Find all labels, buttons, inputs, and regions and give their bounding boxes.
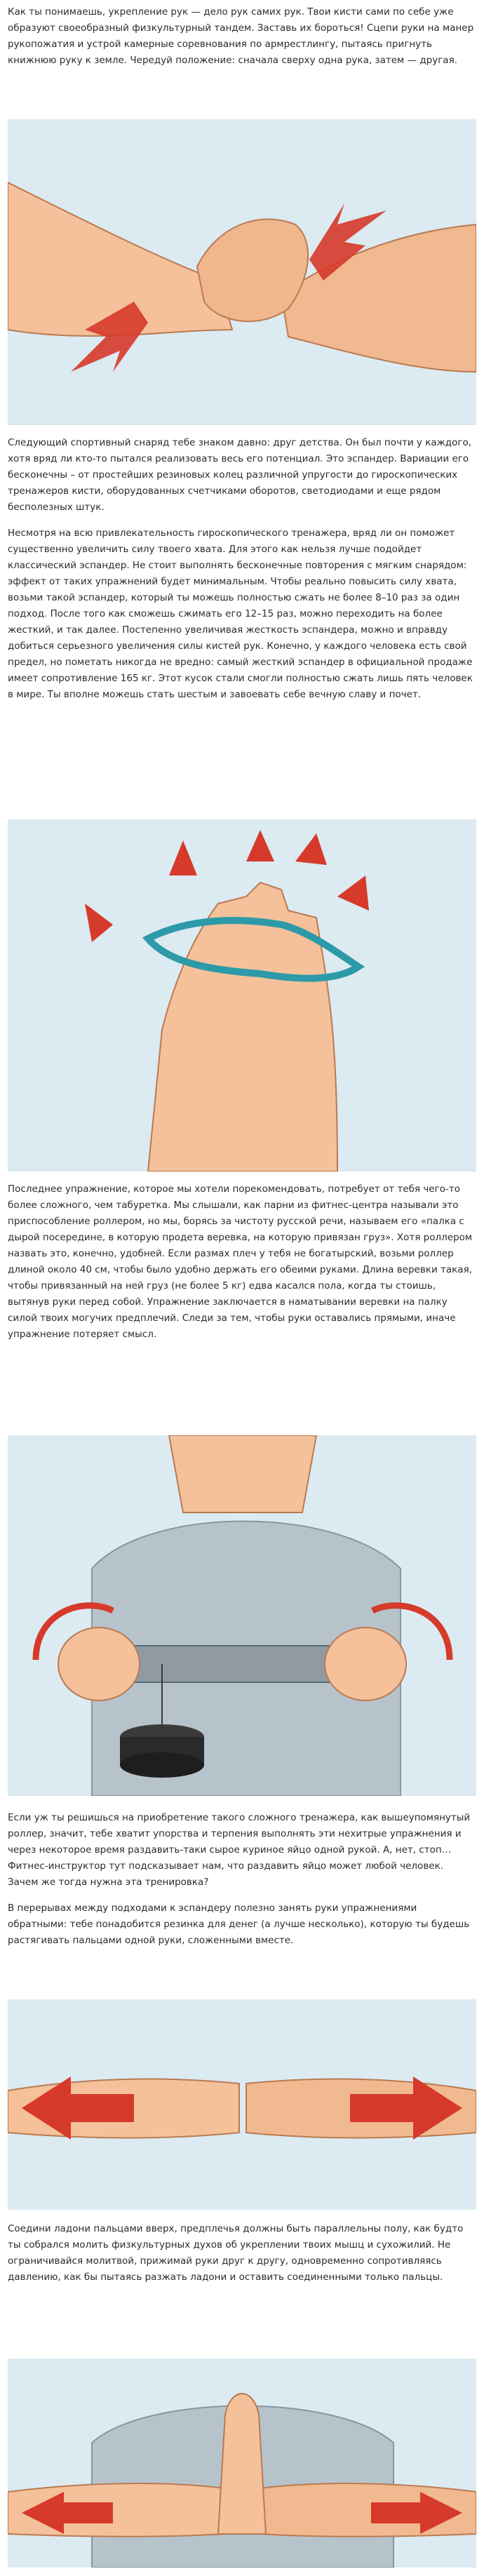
text-block-handshake [8, 4, 476, 79]
illustration-wrist-roller [8, 1435, 476, 1796]
paragraph: Как ты понимаешь, укрепление рук — дело рук самих рук. Твои кисти сами по себе уже образуют своеобразный физкультурный тандем. Заставь их бороться! Сцепи руки на манер рукопожатия и устрой камерные соревнования по армрестлингу, пытаясь пригнуть книжнюю руку к земле. Чередуй положение: сначала сверху одна рука, затем — другая. [8, 6, 474, 66]
palms-together-drawing [8, 2359, 476, 2568]
text-block-expander [8, 435, 476, 713]
arms-outward-drawing [8, 1999, 476, 2210]
text-block-rubber-bands [8, 1810, 476, 1959]
paragraph: Несмотря на всю привлекательность гироскопического тренажера, вряд ли он поможет существенно увеличить силу твоего хвата. Для этого как нельзя лучше подойдет классический эспандер. Не стоит выполнять бесконечные повторения с мягким снарядом: эффект от таких упражнений будет минимальным. Чтобы реально повысить силу хвата, возьми такой эспандер, который ты можешь полностью сжать не более 8–10 раз за один подход. После того как сможешь сжимать его 12–15 раз, можно переходить на более жесткий, и так далее. Постепенно увеличивая жесткость эспандера, можно и вправду добиться серьезного увеличения силы кистей рук. Конечно, у каждого человека есть свой предел, но пометать никогда не вредно: самый жесткий эспандер в официальной продаже имеет сопротивление 165 кг. Этот кусок стали смогли полностью сжать лишь пять человек в мире. Ты вполне можешь стать шестым и завоевать себе вечную славу и почет. [8, 528, 473, 700]
paragraph: В перерывах между подходами к эспандеру полезно занять руки упражнениями обратными: тебе понадобится резинка для денег (а лучше несколько), которую ты будешь растягивать пальцами одной руки, сложенными вместе. [8, 1903, 470, 1946]
illustration-arms-outward [8, 1999, 476, 2210]
text-block-palms [8, 2221, 476, 2295]
paragraph: Следующий спортивный снаряд тебе знаком давно: друг детства. Он был почти у каждого, хотя вряд ли кто-то пытался реализовать весь его потенциал. Это эспандер. Вариации его бесконечны – от простейших резиновых колец различной упругости до гироскопических тренажеров кисти, оборудованных счетчиками оборотов, светодиодами и еще рядом бесполезных штук. [8, 437, 472, 513]
paragraph: Последнее упражнение, которое мы хотели порекомендовать, потребует от тебя чего-то более сложного, чем табуретка. Мы слышали, как парни из фитнес-центра называли это приспособление роллером, но мы, борясь за чистоту русской речи, называем его «палка с дырой посередине, в которую продета веревка, на которую привязан груз». Хотя роллером назвать это, конечно, удобней. Если размах плеч у тебя не богатырский, возьми роллер длиной около 40 см, чтобы было удобно держать его обеими руками. Длина веревки такая, чтобы привязанный на ней груз (не более 5 кг) едва касался пола, когда ты стоишь, вытянув руки перед собой. Упражнение заключается в наматывании веревки на палку силой твоих могучих предплечий. Следи за тем, чтобы руки оставались прямыми, иначе упражнение потеряет смысл. [8, 1183, 473, 1340]
paragraph: Если уж ты решишься на приобретение такого сложного тренажера, как вышеупомянутый роллер, значит, тебе хватит упорства и терпения выполнять эти нехитрые упражнения и через некоторое время раздавить-таки сырое куриное яйцо одной рукой. А, нет, стоп… Фитнес-инструктор тут подсказывает нам, что раздавить яйцо может любой человек. Зачем же тогда нужна эта тренировка? [8, 1812, 471, 1888]
hand-wrestling-drawing [8, 119, 476, 425]
paragraph: Соедини ладони пальцами вверх, предплечья должны быть параллельны полу, как будто ты собрался молить физкультурных духов об укреплении твоих мышц и сухожилий. Не ограничивайся молитвой, прижимай руки друг к другу, одновременно сопротивляясь давлению, как бы пытаясь разжать ладони и оставить соединенными только пальцы. [8, 2223, 464, 2283]
illustration-hand-wrestling [8, 119, 476, 425]
text-block-roller [8, 1181, 476, 1353]
wrist-roller-drawing [8, 1435, 476, 1796]
illustration-rubber-band-hand [8, 819, 476, 1172]
illustration-palms-together [8, 2359, 476, 2568]
rubber-band-drawing [8, 819, 476, 1172]
